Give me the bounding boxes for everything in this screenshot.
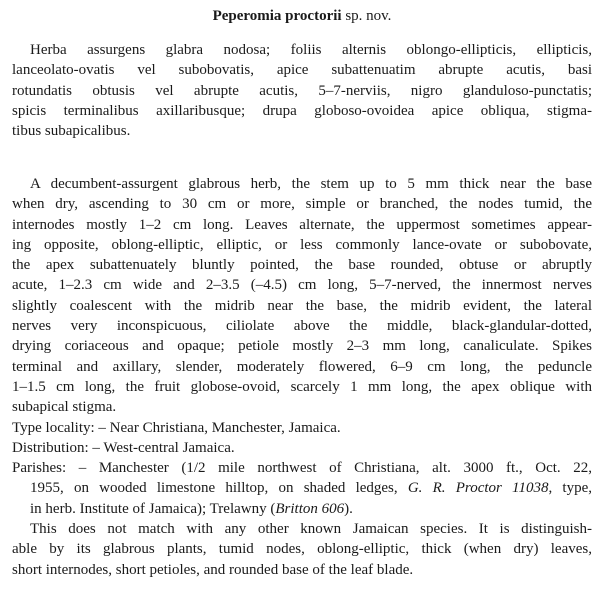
parishes-text: ). xyxy=(344,500,353,517)
type-locality: Type locality: – Near Christiana, Manchester, Jamaica. xyxy=(12,419,341,436)
remarks-line: able by its glabrous plants, tumid nodes, oblong-elliptic, thick (when dry) leaves, xyxy=(12,541,592,558)
description-line: 1–1.5 cm long, the fruit globose-ovoid, scarcely 1 mm long, the apex oblique with xyxy=(12,378,592,395)
remarks-line: short internodes, short petioles, and rounded base of the leaf blade. xyxy=(12,561,414,578)
description-line: internodes mostly 1–2 cm long. Leaves alternate, the uppermost sometimes appear- xyxy=(12,216,592,233)
latin-line: spicis terminalibus axillaribusque; drupa globoso-ovoidea apice obliqua, stigma- xyxy=(12,102,592,119)
english-description xyxy=(12,174,592,580)
collector-citation: G. R. Proctor 11038 xyxy=(407,480,549,497)
latin-line: tibus subapicalibus. xyxy=(12,123,131,140)
parishes-line xyxy=(12,499,592,519)
latin-line: Herba assurgens glabra nodosa; foliis alternis oblongo-ellipticis, ellipticis, xyxy=(30,42,592,58)
latin-diagnosis xyxy=(12,40,592,141)
description-line: nerves very inconspicuous, ciliolate above the middle, black-glandular-dotted, xyxy=(12,318,592,335)
description-line: ing opposite, oblong-elliptic, elliptic, or less commonly lance-ovate or subobovate, xyxy=(12,236,592,253)
latin-line: lanceolato-ovatis vel subobovatis, apice subattenuatim abrupte acutis, basi xyxy=(12,62,592,79)
collector-citation: Britton 606 xyxy=(275,500,345,517)
description-line: A decumbent-assurgent glabrous herb, the stem up to 5 mm thick near the base xyxy=(30,176,592,192)
latin-line: rotundatis obtusis vel abrupte acutis, 5–7-nerviis, nigro glanduloso-punctatis; xyxy=(12,82,592,99)
remarks-line: This does not match with any other known Jamaican species. It is distinguish- xyxy=(30,521,592,538)
description-line: the apex subattenuately bluntly pointed, the base rounded, obtuse or abruptly xyxy=(12,257,592,274)
species-title xyxy=(12,7,592,25)
parishes-text: in herb. Institute of Jamaica); Trelawny ( xyxy=(30,500,276,517)
description-line: terminal and axillary, slender, moderately flowered, 6–9 cm long, the peduncle xyxy=(12,358,592,375)
species-name: Peperomia proctorii xyxy=(212,8,342,24)
description-line: slightly coalescent with the midrib near the base, the midrib evident, the lateral xyxy=(12,297,592,314)
distribution: Distribution: – West-central Jamaica. xyxy=(12,439,235,456)
description-line: drying coriaceous and opaque; petiole mostly 2–3 mm long, canaliculate. Spikes xyxy=(12,338,592,355)
parishes-text: , type, xyxy=(548,480,592,497)
description-line: subapical stigma. xyxy=(12,399,117,416)
description-line: when dry, ascending to 30 cm or more, simple or branched, the nodes tumid, the xyxy=(12,196,592,213)
parishes-text: 1955, on wooded limestone hilltop, on shaded ledges, xyxy=(30,480,408,497)
description-line: acute, 1–2.3 cm wide and 2–3.5 (–4.5) cm long, 5–7-nerved, the innermost nerves xyxy=(12,277,592,294)
parishes-line: Parishes: – Manchester (1/2 mile northwest of Christiana, alt. 3000 ft., Oct. 22, xyxy=(12,460,592,477)
parishes-line xyxy=(12,478,592,498)
species-status: sp. nov. xyxy=(341,8,392,24)
